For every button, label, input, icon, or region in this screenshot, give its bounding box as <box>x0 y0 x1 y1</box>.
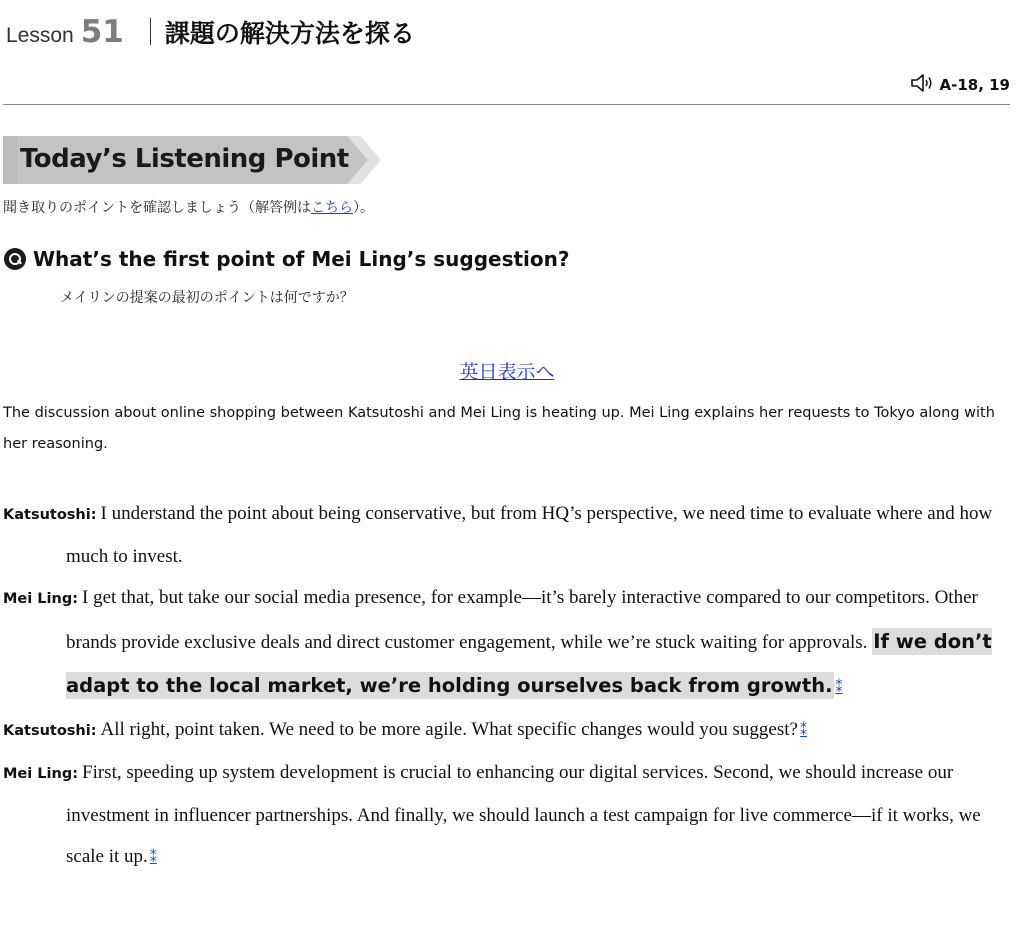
toggle-display-row <box>0 357 1014 384</box>
dialogue-text: I understand the point about being conservative, but from HQ’s perspective, we need time to evaluate where and how much to invest. <box>66 503 993 567</box>
question-row <box>4 247 569 271</box>
highlighted-key-sentence: If we don’t adapt to the local market, we’re holding ourselves back from growth. <box>66 630 992 697</box>
dialogue-text: First, speeding up system development is crucial to enhancing our digital services. Second, we should increase our investment in influencer partnerships. And finally, we should launch a test campaign for live commerce—if it works, we scale it up. <box>66 762 981 867</box>
note-marker-link[interactable]: ⁑ <box>799 723 807 739</box>
lesson-title: 課題の解決方法を探る <box>164 19 415 48</box>
speaker-icon[interactable] <box>910 73 939 97</box>
question-text: What’s the first point of Mei Ling’s suggestion? <box>33 247 570 271</box>
instruction-suffix: ）。 <box>353 200 374 216</box>
dialogue <box>3 493 1013 879</box>
listening-instruction <box>3 197 374 217</box>
answer-example-link[interactable]: こちら <box>311 200 353 216</box>
listening-point-banner <box>3 136 383 184</box>
header-divider <box>3 104 1010 105</box>
speaker-name: Mei Ling: <box>3 766 78 782</box>
question-search-icon <box>4 248 26 270</box>
intro-paragraph: The discussion about online shopping between Katsutoshi and Mei Ling is heating up. Mei Ling explains her requests to Tokyo along with her reasoning. <box>3 405 995 452</box>
dialogue-line <box>3 493 1013 577</box>
audio-track-label: A-18, 19 <box>939 76 1010 94</box>
dialogue-text: I get that, but take our social media presence, for example—it’s barely interactive compared to our competitors. Other brands provide exclusive deals and direct customer engagement, while we’re stuck waiting for approvals. <box>66 587 978 653</box>
question-translation: メイリンの提案の最初のポイントは何ですか？ <box>60 290 354 306</box>
dialogue-line <box>3 709 1013 752</box>
banner-title: Today’s Listening Point <box>20 144 349 174</box>
lesson-header <box>6 14 415 54</box>
note-marker-link[interactable]: ⁑ <box>835 680 843 696</box>
note-marker-link[interactable]: ⁑ <box>149 850 157 866</box>
instruction-text: 聞き取りのポイントを確認しましょう（解答例は <box>3 200 311 216</box>
audio-reference[interactable] <box>910 73 1010 97</box>
dialogue-line <box>3 577 1013 709</box>
english-japanese-toggle-link[interactable]: 英日表示へ <box>459 362 555 383</box>
speaker-name: Katsutoshi: <box>3 723 97 739</box>
speaker-name: Mei Ling: <box>3 591 78 607</box>
speaker-name: Katsutoshi: <box>3 507 97 523</box>
dialogue-line <box>3 752 1013 879</box>
lesson-number: 51 <box>80 14 124 50</box>
lesson-label: Lesson <box>6 24 74 47</box>
title-divider <box>150 18 151 45</box>
dialogue-text: All right, point taken. We need to be more agile. What specific changes would you suggest? <box>100 719 798 740</box>
